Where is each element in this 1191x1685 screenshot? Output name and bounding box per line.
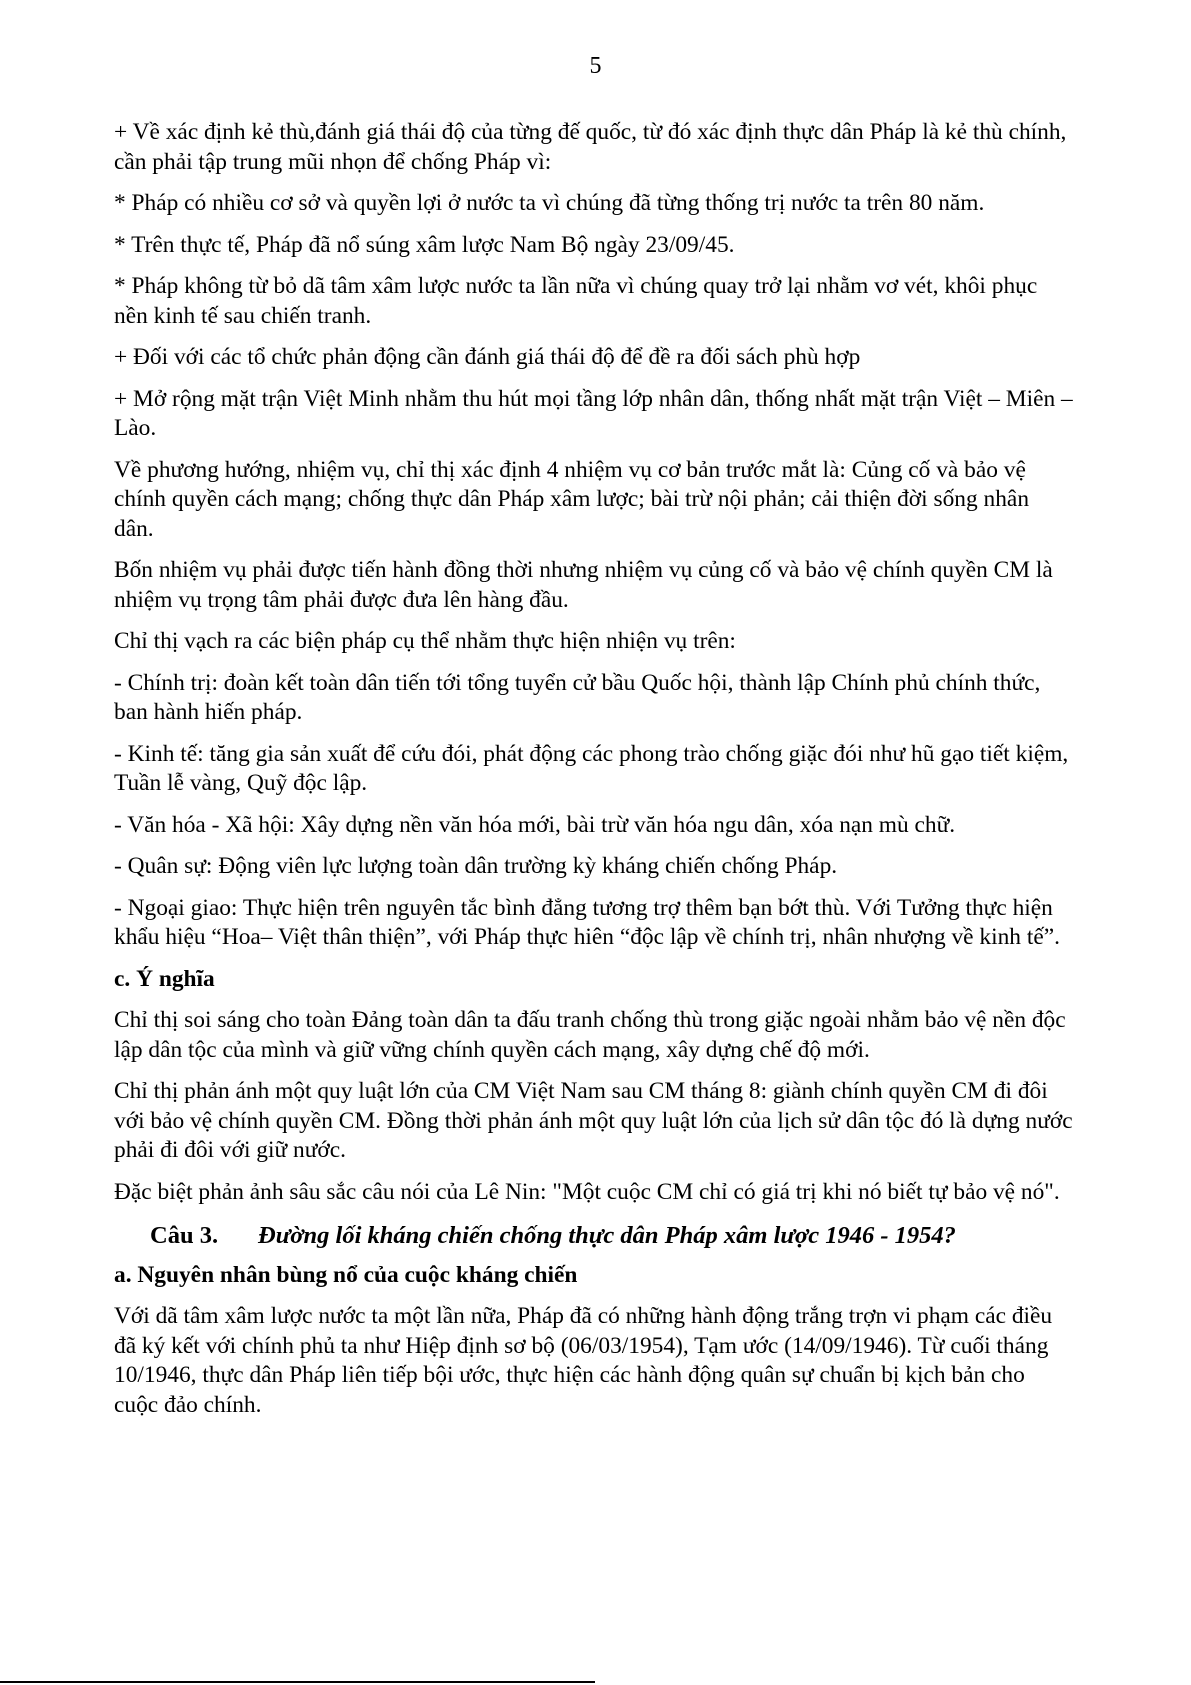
paragraph: + Đối với các tổ chức phản động cần đánh giá thái độ để đề ra đối sách phù hợp [114,344,861,370]
paragraph: - Kinh tế: tăng gia sản xuất để cứu đói, phát động các phong trào chống giặc đói như hũ gạo tiết kiệm, Tuần lễ vàng, Quỹ độc lập. [114,740,1069,796]
question-label: Câu 3. [150,1222,219,1249]
paragraph: Bốn nhiệm vụ phải được tiến hành đồng thời nhưng nhiệm vụ củng cố và bảo vệ chính quyền CM là nhiệm vụ trọng tâm phải được đưa lên hàng đầu. [114,557,1053,613]
paragraph: Về phương hướng, nhiệm vụ, chỉ thị xác định 4 nhiệm vụ cơ bản trước mắt là: Củng cố và bảo vệ chính quyền cách mạng; chống thực dân Pháp xâm lược; bài trừ nội phản; cải thiện đời sống nhân dân. [114,456,1030,542]
paragraph: Đặc biệt phản ảnh sâu sắc câu nói của Lê Nin: "Một cuộc CM chỉ có giá trị khi nó biết tự bảo vệ nó". [114,1178,1060,1205]
paragraph: * Trên thực tế, Pháp đã nổ súng xâm lược Nam Bộ ngày 23/09/45. [114,231,735,258]
paragraph: - Chính trị: đoàn kết toàn dân tiến tới tổng tuyển cử bầu Quốc hội, thành lập Chính phủ chính thức, ban hành hiến pháp. [114,669,1041,725]
section-heading-a: a. Nguyên nhân bùng nổ của cuộc kháng chiến [114,1261,578,1288]
paragraph: - Ngoại giao: Thực hiện trên nguyên tắc bình đẳng tương trợ thêm bạn bớt thù. Với Tưởng thực hiện khẩu hiệu “Hoa– Việt thân thiện”, với Pháp thực hiên “độc lập về chính trị, nhân nhượng về kinh tế”. [114,894,1060,950]
paragraph: - Quân sự: Động viên lực lượng toàn dân trường kỳ kháng chiến chống Pháp. [114,853,838,879]
paragraph: - Văn hóa - Xã hội: Xây dựng nền văn hóa mới, bài trừ văn hóa ngu dân, xóa nạn mù chữ. [114,811,956,838]
page-content [114,118,1074,1432]
paragraph: Với dã tâm xâm lược nước ta một lần nữa, Pháp đã có những hành động trắng trợn vi phạm các điều đã ký kết với chính phủ ta như Hiệp định sơ bộ (06/03/1954), Tạm ước (14/09/1946). Từ cuối tháng 10/1946, thực dân Pháp liên tiếp bội ước, thực hiện các hành động quân sự chuẩn bị kịch bản cho cuộc đảo chính. [114,1303,1053,1418]
section-heading-c: c. Ý nghĩa [114,965,215,992]
page-number: 5 [589,53,602,79]
footer-rule [0,1681,595,1683]
question-heading [114,1221,1074,1251]
paragraph: + Mở rộng mặt trận Việt Minh nhằm thu hút mọi tầng lớp nhân dân, thống nhất mặt trận Việt – Miên – Lào. [114,385,1073,441]
paragraph: * Pháp có nhiều cơ sở và quyền lợi ở nước ta vì chúng đã từng thống trị nước ta trên 80 năm. [114,190,985,216]
paragraph: + Về xác định kẻ thù,đánh giá thái độ của từng đế quốc, từ đó xác định thực dân Pháp là kẻ thù chính, cần phải tập trung mũi nhọn để chống Pháp vì: [114,119,1067,175]
question-title: Đường lối kháng chiến chống thực dân Pháp xâm lược 1946 - 1954? [258,1222,956,1249]
paragraph: * Pháp không từ bỏ dã tâm xâm lược nước ta lần nữa vì chúng quay trở lại nhằm vơ vét, khôi phục nền kinh tế sau chiến tranh. [114,273,1038,329]
paragraph: Chỉ thị phản ánh một quy luật lớn của CM Việt Nam sau CM tháng 8: giành chính quyền CM đi đôi với bảo vệ chính quyền CM. Đồng thời phản ánh một quy luật lớn của lịch sử dân tộc đó là dựng nước phải đi đôi với giữ nước. [114,1078,1073,1163]
paragraph: Chỉ thị soi sáng cho toàn Đảng toàn dân ta đấu tranh chống thù trong giặc ngoài nhằm bảo vệ nền độc lập dân tộc của mình và giữ vững chính quyền cách mạng, xây dựng chế độ mới. [114,1007,1066,1063]
paragraph: Chỉ thị vạch ra các biện pháp cụ thể nhằm thực hiện nhiện vụ trên: [114,628,736,654]
